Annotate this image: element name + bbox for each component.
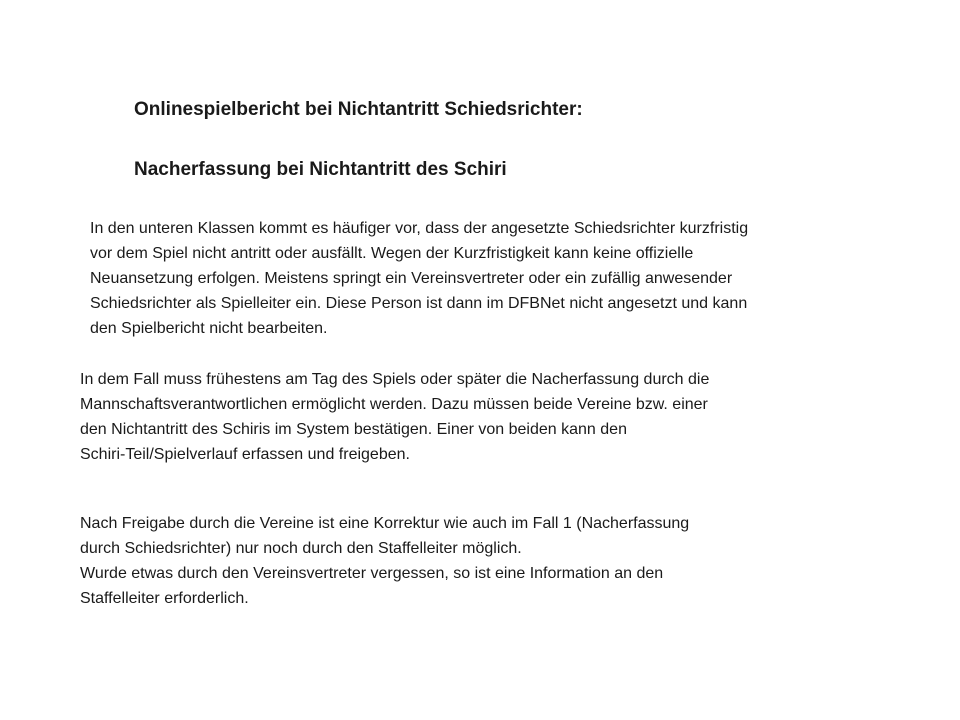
paragraph-procedure: [80, 367, 709, 467]
paragraph-correction: [80, 511, 689, 611]
paragraph-line: vor dem Spiel nicht antritt oder ausfällt. Wegen der Kurzfristigkeit kann keine offizielle: [90, 245, 694, 262]
paragraph-line: Schiedsrichter als Spielleiter ein. Diese Person ist dann im DFBNet nicht angesetzt und kann: [90, 295, 748, 312]
paragraph-line: In den unteren Klassen kommt es häufiger vor, dass der angesetzte Schiedsrichter kurzfristig: [90, 220, 749, 237]
paragraph-line: Wurde etwas durch den Vereinsvertreter vergessen, so ist eine Information an den: [80, 565, 664, 582]
paragraph-line: Mannschaftsverantwortlichen ermöglicht werden. Dazu müssen beide Vereine bzw. einer: [80, 396, 708, 413]
slide-title: Onlinespielbericht bei Nichtantritt Schiedsrichter:: [134, 99, 583, 120]
paragraph-line: durch Schiedsrichter) nur noch durch den Staffelleiter möglich.: [80, 540, 522, 557]
paragraph-line: Neuansetzung erfolgen. Meistens springt ein Vereinsvertreter oder ein zufällig anwesender: [90, 270, 733, 287]
paragraph-line: Nach Freigabe durch die Vereine ist eine Korrektur wie auch im Fall 1 (Nacherfassung: [80, 515, 690, 532]
paragraph-line: Schiri-Teil/Spielverlauf erfassen und freigeben.: [80, 446, 410, 463]
slide-subtitle: Nacherfassung bei Nichtantritt des Schiri: [134, 159, 507, 180]
paragraph-line: In dem Fall muss frühestens am Tag des Spiels oder später die Nacherfassung durch die: [80, 371, 710, 388]
paragraph-line: den Nichtantritt des Schiris im System bestätigen. Einer von beiden kann den: [80, 421, 627, 438]
paragraph-line: den Spielbericht nicht bearbeiten.: [90, 320, 328, 337]
paragraph-intro: [90, 216, 748, 341]
paragraph-line: Staffelleiter erforderlich.: [80, 590, 249, 607]
